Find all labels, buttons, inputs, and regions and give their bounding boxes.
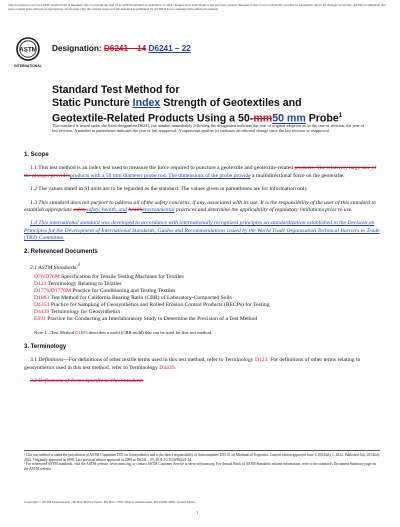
terminology-link-d4439[interactable]: D4439 [159,364,175,371]
reference-link: D4354 [34,301,50,308]
scope-para-1-1: 1.1 This test method is an index test used to measure the force required to puncture a geotextile and geotextile-related products. The relatively large size of the plunger providesproducts with a 50 mm diameter probe rod. The dimensions of the probe provide a multidirectional force on the geotextile. [24,165,377,179]
logo-subtext: INTERNATIONAL [14,64,42,68]
note-reference-link[interactable]: D1883 [75,329,88,335]
reference-item[interactable]: D4439 Terminology for Geosynthetics [34,308,121,315]
footnote-1: ¹ This test method is under the jurisdiction of ASTM Committee D35 on Geosynthetics and is the direct responsibility of Subcommittee D35.01 on Mechanical Properties. Current edition approved June 1, 2014July 1, 2022. Published July 2014July 2022. Originally approved in 1998. Last previous edition approved in 2009 as D6241 – 09. DOI: 10.1520/D6241-14. [24,453,380,462]
astm-logo [14,36,42,76]
note-1: Note 1—Test Method D1883 describes a mold (CBR mold) that can be used for this test method. [34,329,213,335]
title-line2: Static Puncture Index Strength of Geotextiles and [52,97,302,109]
designation [52,44,191,53]
reference-item[interactable]: D123 Terminology Relating to Textiles [34,281,122,288]
footnote-2: ² For referenced ASTM standards, visit the ASTM website, www.astm.org, or contact ASTM Customer Service at service@astm.org. For Annual Book of ASTM Standards volume information, refer to the standard's Document Summary page on the ASTM website. [24,462,376,471]
terminology-link-d123[interactable]: D123 [254,357,268,364]
scope-para-1-2: 1.2 The values stated in SI units are to be regarded as the standard. The values given in parentheses are for information only. [30,186,309,193]
reference-link: D4439 [34,308,50,315]
reference-item[interactable]: D1883 Test Method for California Bearing Ratio (CBR) of Laboratory-Compacted Soils [34,295,232,302]
designation-label: Designation: [52,44,102,53]
terminology-para-3-1: 3.1 Definitions—For definitions of other textile terms used in this test method, refer to Terminology D123. For definitions of other terms relating to geosynthetics used in this test method, refer to Terminology D4439. [24,357,361,371]
section-references-heading: 2. Referenced Documents [24,248,98,255]
title-line1: Standard Test Method for [52,84,180,96]
scope-para-1-4: 1.4 This international standard was developed in accordance with internationally recognized principles on standardization established in the Decision on Principles for the Development of International Standards, Guides and Recommendations issued by the World Trade Organization Technical Barriers to Trade (TBT) Committee. [24,220,380,242]
section-scope-heading: 1. Scope [24,152,49,158]
terminology-para-3-2-deleted: 3.2 Definitions of Terms Specific to This Standard: [30,378,144,385]
page-number: 1 [196,510,199,515]
reference-link: D1776/D1776M [34,288,71,295]
section-terminology-heading: 3. Terminology [24,344,67,351]
reference-item[interactable]: D1776/D1776M Practice for Conditioning and Testing Textiles [34,288,176,295]
logo-text: ASTM [19,46,37,54]
designation-old: D6241 – 14 [103,44,147,53]
reference-item[interactable]: D76/D76M Specification for Tensile Testing Machines for Textiles [34,274,184,281]
copyright-line: Copyright © ASTM International, 100 Barr Harbor Drive, PO Box C700, West Conshohocken, PA 19428-2959. United States [24,500,195,504]
reference-link: D123 [34,281,47,288]
document-title [52,84,372,126]
change-notice: This document is not an ASTM standard and is intended only to provide the user of an ASTM standard an indication of what changes have been made to the previous version. Because it may not be technically possible to adequately depict all changes accurately, ASTM recommends that users consult prior editions as appropriate. In all cases only the current version of the standard as published by ASTM is to be considered the official document. [8,3,386,12]
designation-new: D6241 – 22 [148,44,191,53]
reference-list [24,274,380,322]
reference-link: D76/D76M [34,274,60,281]
reference-link: D1883 [34,295,50,302]
footnotes [24,450,380,471]
title-line3: Geotextile-Related Products Using a 50-mm50 mm Probe$^1$ [52,112,343,125]
standard-issue-note: This standard is issued under the fixed designation D6241; the number immediately following the designation indicates the year of original adoption or, in the case of revision, the year of last revision. A number in parentheses indicates the year of last reapproval. A superscript epsilon (ε) indicates an editorial change since the last revision or reapproval. [52,123,365,134]
document-body [24,152,380,392]
astm-standards-subheading: 2.1 ASTM Standards:$^2$ [30,263,81,271]
reference-item[interactable]: D4354 Practice for Sampling of Geosynthetics and Rolled Erosion Control Products (RECPs) for Testing [34,301,270,308]
reference-item[interactable]: E691 Practice for Conducting an Interlaboratory Study to Determine the Precision of a Test Method [34,315,258,322]
reference-link: E691 [34,315,46,322]
title-insert-index: Index [132,97,161,109]
scope-para-1-3: 1.3 This standard does not purport to address all of the safety concerns, if any, associated with its use. It is the responsibility of the user of this standard to establish appropriate safetysafety, health, and healthenvironmental practices and determine the applicability of regulatory limitations prior to use. [24,199,376,214]
